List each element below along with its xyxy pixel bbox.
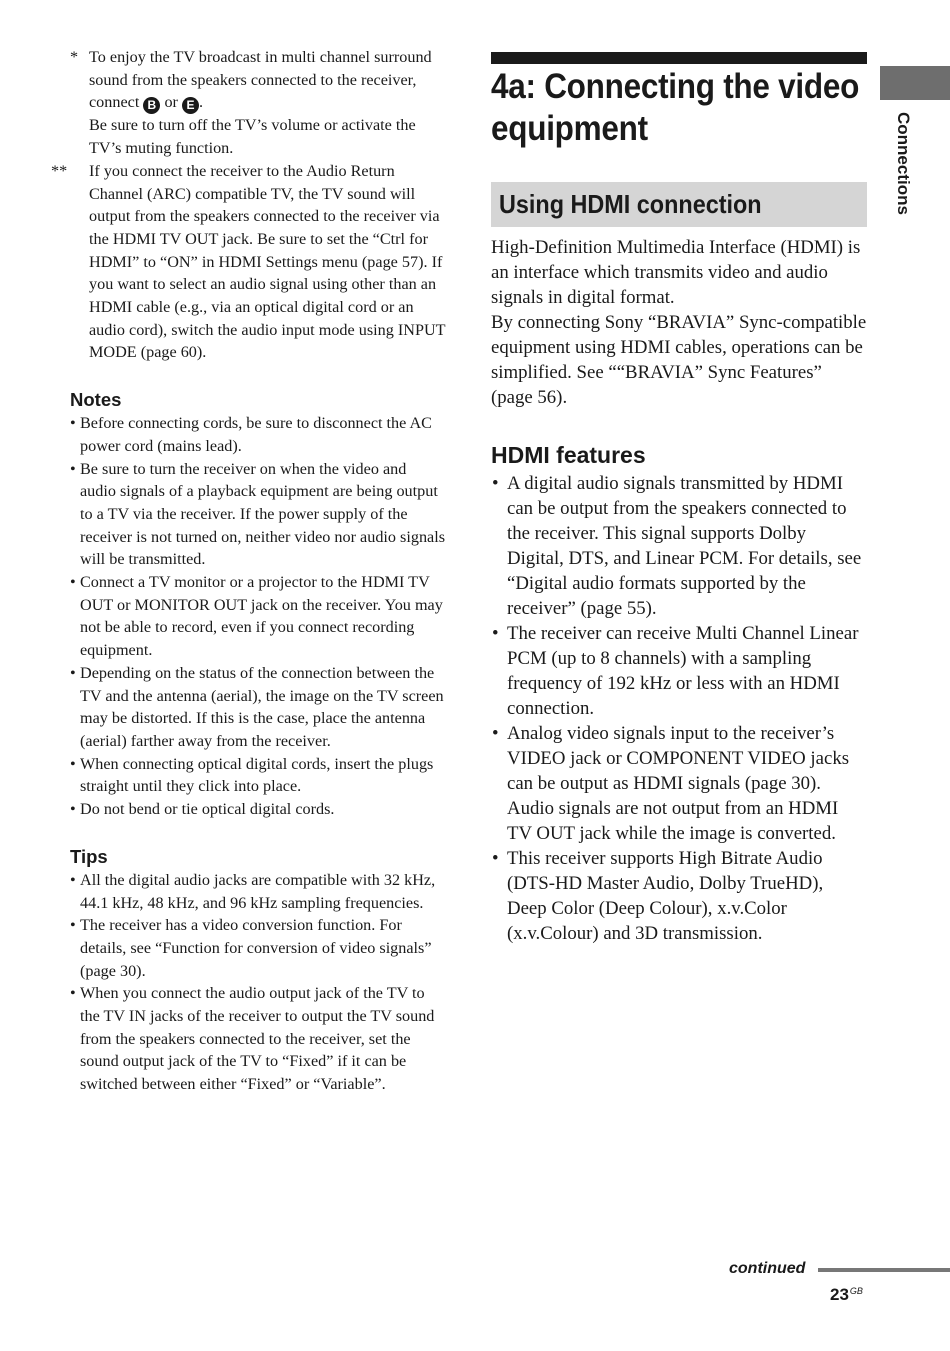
continued-rule	[818, 1268, 950, 1272]
section-title: Using HDMI connection	[499, 189, 762, 219]
list-item: • Depending on the status of the connection between the TV and the antenna (aerial), the image on the TV screen may be distorted. If this is the case, place the antenna (aerial) farther away from the receiver.	[70, 662, 446, 753]
intro-paragraph: High-Definition Multimedia Interface (HDMI) is an interface which transmits video and audio signals in digital format.	[491, 237, 861, 308]
title-rule	[491, 52, 867, 64]
list-item: • Be sure to turn the receiver on when the video and audio signals of a playback equipment are being output to a TV via the receiver. If the power supply of the receiver is not turned on, neither video nor audio signals will be transmitted.	[70, 458, 446, 572]
list-item: • This receiver supports High Bitrate Audio (DTS-HD Master Audio, Dolby TrueHD), Deep Color (Deep Colour), x.v.Color (x.v.Colour) and 3D transmission.	[491, 846, 867, 946]
continued-label: continued	[729, 1260, 806, 1277]
side-tab-text: Connections	[894, 112, 913, 215]
intro-paragraph: By connecting Sony “BRAVIA” Sync-compatible equipment using HDMI cables, operations can be simplified. See ““BRAVIA” Sync Features” (page 56).	[491, 312, 867, 408]
tips-heading: Tips	[70, 845, 108, 867]
list-item: • When you connect the audio output jack of the TV to the TV IN jacks of the receiver to output the TV sound from the speakers connected to the receiver, set the sound output jack of the TV to “Fixed” if it can be switched between either “Fixed” or “Variable”.	[70, 982, 446, 1096]
left-column	[51, 46, 446, 1096]
list-item: • All the digital audio jacks are compatible with 32 kHz, 44.1 kHz, 48 kHz, and 96 kHz sampling frequencies.	[70, 869, 446, 914]
page-region-suffix: GB	[849, 1286, 863, 1296]
section-band	[491, 182, 867, 227]
list-item: • Before connecting cords, be sure to disconnect the AC power cord (mains lead).	[70, 412, 446, 457]
list-item: • Connect a TV monitor or a projector to the HDMI TV OUT or MONITOR OUT jack on the receiver. You may not be able to record, even if you connect recording equipment.	[70, 571, 446, 662]
side-tab-label	[893, 112, 913, 242]
footnote-mark: *	[70, 48, 79, 66]
footnote-period: .	[198, 93, 204, 112]
footnote-text-line2: Be sure to turn off the TV’s volume or activate the TV’s muting function.	[89, 116, 416, 158]
list-item: • The receiver can receive Multi Channel Linear PCM (up to 8 channels) with a sampling frequency of 192 kHz or less with an HDMI connection.	[491, 621, 867, 721]
page-title	[491, 66, 860, 150]
tips-list	[70, 869, 446, 1096]
hdmi-features-heading: HDMI features	[491, 442, 646, 468]
list-item: • Analog video signals input to the receiver’s VIDEO jack or COMPONENT VIDEO jacks can be output as HDMI signals (page 30). Audio signals are not output from an HDMI TV OUT jack while the image is converted.	[491, 721, 867, 846]
footnote-single-asterisk	[70, 46, 446, 160]
page-number-value: 23	[830, 1285, 849, 1304]
hdmi-features	[491, 471, 867, 946]
footnote-or: or	[160, 93, 182, 112]
list-item: • The receiver has a video conversion function. For details, see “Function for conversion of video signals” (page 30).	[70, 914, 446, 982]
page-title-line1: 4a: Connecting the video	[491, 67, 860, 106]
list-item: • Do not bend or tie optical digital cords.	[70, 798, 446, 821]
connector-b-badge: B	[143, 97, 160, 114]
footnote-double-asterisk	[51, 160, 446, 364]
side-tab-marker	[880, 66, 950, 100]
list-item: • When connecting optical digital cords, insert the plugs straight until they click into place.	[70, 753, 446, 798]
notes-heading: Notes	[70, 389, 122, 411]
page-number	[830, 1280, 863, 1306]
list-item: • A digital audio signals transmitted by HDMI can be output from the speakers connected to the receiver. This signal supports Dolby Digital, DTS, and Linear PCM. For details, see “Digital audio formats supported by the receiver” (page 55).	[491, 471, 867, 621]
notes-list	[70, 412, 446, 821]
footnote-text	[89, 46, 446, 114]
intro-text	[491, 235, 867, 410]
connector-e-badge: E	[182, 97, 199, 114]
footnote-mark: **	[51, 161, 68, 180]
page-title-line2: equipment	[491, 109, 648, 148]
footnote-text-part: To enjoy the TV broadcast in multi channel surround sound from the speakers connected to the receiver, connect	[89, 48, 432, 112]
footnote-text: If you connect the receiver to the Audio Return Channel (ARC) compatible TV, the TV sound will output from the speakers connected to the receiver via the HDMI TV OUT jack. Be sure to set the “Ctrl for HDMI” to “ON” in HDMI Settings menu (page 57). If you want to select an audio signal using other than an HDMI cable (e.g., via an optical digital cord or an audio cord), switch the audio input mode using INPUT MODE (page 60).	[89, 161, 446, 362]
